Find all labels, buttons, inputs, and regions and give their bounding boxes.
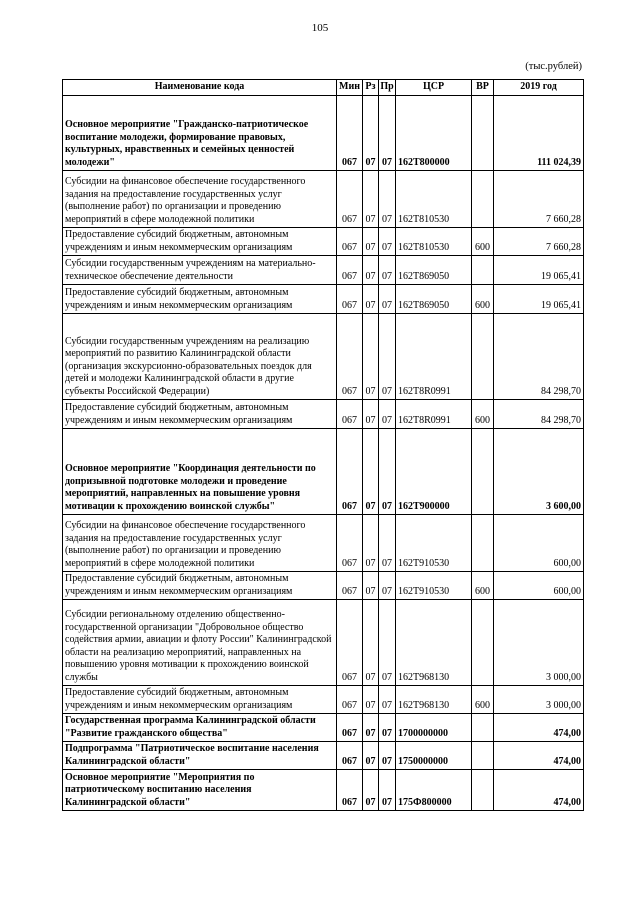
row-pr: 07 <box>379 572 396 600</box>
row-vr <box>472 429 494 515</box>
row-pr: 07 <box>379 742 396 770</box>
row-pr: 07 <box>379 400 396 429</box>
row-sum: 111 024,39 <box>494 96 584 171</box>
header-year: 2019 год <box>494 80 584 96</box>
row-rz: 07 <box>363 742 379 770</box>
row-min: 067 <box>337 714 363 742</box>
table-row <box>63 96 584 171</box>
row-min: 067 <box>337 770 363 811</box>
row-csr: 175Ф800000 <box>396 770 472 811</box>
row-name: Основное мероприятие "Мероприятия по патриотическому воспитанию населения Калининградской области" <box>63 770 337 811</box>
row-min: 067 <box>337 429 363 515</box>
table-row <box>63 400 584 429</box>
row-csr: 162Т8R0991 <box>396 314 472 400</box>
row-pr: 07 <box>379 686 396 714</box>
row-vr <box>472 770 494 811</box>
table-row <box>63 686 584 714</box>
table-header-row <box>63 80 584 96</box>
row-sum: 474,00 <box>494 770 584 811</box>
row-sum: 474,00 <box>494 714 584 742</box>
table-row <box>63 714 584 742</box>
row-rz: 07 <box>363 171 379 228</box>
row-vr <box>472 714 494 742</box>
row-sum: 19 065,41 <box>494 285 584 314</box>
row-vr <box>472 96 494 171</box>
row-min: 067 <box>337 256 363 285</box>
row-pr: 07 <box>379 515 396 572</box>
row-rz: 07 <box>363 600 379 686</box>
row-csr: 162Т910530 <box>396 515 472 572</box>
header-rz: Рз <box>363 80 379 96</box>
row-csr: 1700000000 <box>396 714 472 742</box>
row-pr: 07 <box>379 429 396 515</box>
row-vr: 600 <box>472 285 494 314</box>
row-sum: 3 000,00 <box>494 686 584 714</box>
table-row <box>63 429 584 515</box>
row-name: Предоставление субсидий бюджетным, автономным учреждениям и иным некоммерческим организациям <box>63 285 337 314</box>
row-rz: 07 <box>363 714 379 742</box>
row-vr <box>472 600 494 686</box>
row-name: Субсидии государственным учреждениям на реализацию мероприятий по развитию Калининградской области (организация экскурсионно-образовательных поездок для детей и молодежи Калининградской области в другие субъекты Российской Федерации) <box>63 314 337 400</box>
row-vr <box>472 515 494 572</box>
header-name: Наименование кода <box>63 80 337 96</box>
row-rz: 07 <box>363 314 379 400</box>
row-sum: 474,00 <box>494 742 584 770</box>
row-csr: 162Т869050 <box>396 256 472 285</box>
row-csr: 162Т8R0991 <box>396 400 472 429</box>
row-csr: 162Т810530 <box>396 228 472 256</box>
row-sum: 84 298,70 <box>494 314 584 400</box>
row-vr <box>472 171 494 228</box>
row-sum: 84 298,70 <box>494 400 584 429</box>
header-vr: ВР <box>472 80 494 96</box>
row-name: Подпрограмма "Патриотическое воспитание населения Калининградской области" <box>63 742 337 770</box>
row-name: Основное мероприятие "Координация деятельности по допризывной подготовке молодежи и проведение мероприятий, направленных на повышение уровня мотивации к прохождению воинской службы" <box>63 429 337 515</box>
row-csr: 162Т800000 <box>396 96 472 171</box>
row-pr: 07 <box>379 96 396 171</box>
row-name: Предоставление субсидий бюджетным, автономным учреждениям и иным некоммерческим организациям <box>63 572 337 600</box>
row-csr: 162Т869050 <box>396 285 472 314</box>
row-name: Субсидии на финансовое обеспечение государственного задания на предоставление государственных услуг (выполнение работ) по организации и проведению мероприятий в сфере молодежной политики <box>63 171 337 228</box>
table-row <box>63 515 584 572</box>
row-rz: 07 <box>363 256 379 285</box>
table-row <box>63 314 584 400</box>
row-name: Субсидии государственным учреждениям на материально-техническое обеспечение деятельности <box>63 256 337 285</box>
header-min: Мин <box>337 80 363 96</box>
table-row <box>63 285 584 314</box>
row-sum: 7 660,28 <box>494 228 584 256</box>
row-name: Предоставление субсидий бюджетным, автономным учреждениям и иным некоммерческим организациям <box>63 228 337 256</box>
row-pr: 07 <box>379 256 396 285</box>
row-sum: 600,00 <box>494 572 584 600</box>
row-vr <box>472 742 494 770</box>
row-sum: 3 600,00 <box>494 429 584 515</box>
row-csr: 162Т968130 <box>396 600 472 686</box>
row-vr <box>472 256 494 285</box>
row-csr: 1750000000 <box>396 742 472 770</box>
row-pr: 07 <box>379 228 396 256</box>
row-min: 067 <box>337 228 363 256</box>
page-number: 105 <box>311 22 329 34</box>
row-vr: 600 <box>472 228 494 256</box>
table-row <box>63 770 584 811</box>
row-rz: 07 <box>363 686 379 714</box>
row-pr: 07 <box>379 285 396 314</box>
units-label: (тыс.рублей) <box>525 61 582 72</box>
row-csr: 162Т910530 <box>396 572 472 600</box>
row-sum: 600,00 <box>494 515 584 572</box>
row-min: 067 <box>337 600 363 686</box>
row-vr <box>472 314 494 400</box>
row-rz: 07 <box>363 228 379 256</box>
row-rz: 07 <box>363 515 379 572</box>
row-min: 067 <box>337 400 363 429</box>
table-row <box>63 742 584 770</box>
row-pr: 07 <box>379 314 396 400</box>
table-row <box>63 256 584 285</box>
row-min: 067 <box>337 285 363 314</box>
row-min: 067 <box>337 742 363 770</box>
row-rz: 07 <box>363 400 379 429</box>
table-row <box>63 171 584 228</box>
row-rz: 07 <box>363 285 379 314</box>
row-name: Государственная программа Калининградской области "Развитие гражданского общества" <box>63 714 337 742</box>
table-row <box>63 228 584 256</box>
row-csr: 162Т900000 <box>396 429 472 515</box>
row-pr: 07 <box>379 770 396 811</box>
row-min: 067 <box>337 515 363 572</box>
row-vr: 600 <box>472 400 494 429</box>
row-min: 067 <box>337 572 363 600</box>
header-csr: ЦСР <box>396 80 472 96</box>
row-rz: 07 <box>363 572 379 600</box>
row-pr: 07 <box>379 600 396 686</box>
row-sum: 7 660,28 <box>494 171 584 228</box>
row-min: 067 <box>337 171 363 228</box>
table-row <box>63 572 584 600</box>
row-min: 067 <box>337 314 363 400</box>
row-sum: 3 000,00 <box>494 600 584 686</box>
row-pr: 07 <box>379 171 396 228</box>
row-name: Субсидии региональному отделению общественно-государственной организации "Добровольное общество содействия армии, авиации и флоту России" Калининградской области на реализацию мероприятий, направленных на повышению уровня мотивации к прохождению воинской службы <box>63 600 337 686</box>
row-csr: 162Т968130 <box>396 686 472 714</box>
row-rz: 07 <box>363 429 379 515</box>
row-name: Субсидии на финансовое обеспечение государственного задания на предоставление государственных услуг (выполнение работ) по организации и проведению мероприятий в сфере молодежной политики <box>63 515 337 572</box>
header-pr: Пр <box>379 80 396 96</box>
table-row <box>63 600 584 686</box>
row-name: Основное мероприятие "Гражданско-патриотическое воспитание молодежи, формирование правовых, культурных, нравственных и семейных ценностей молодежи" <box>63 96 337 171</box>
row-rz: 07 <box>363 770 379 811</box>
row-pr: 07 <box>379 714 396 742</box>
row-name: Предоставление субсидий бюджетным, автономным учреждениям и иным некоммерческим организациям <box>63 686 337 714</box>
budget-table <box>62 79 584 811</box>
row-csr: 162Т810530 <box>396 171 472 228</box>
row-min: 067 <box>337 686 363 714</box>
row-min: 067 <box>337 96 363 171</box>
row-sum: 19 065,41 <box>494 256 584 285</box>
row-vr: 600 <box>472 686 494 714</box>
row-vr: 600 <box>472 572 494 600</box>
row-name: Предоставление субсидий бюджетным, автономным учреждениям и иным некоммерческим организациям <box>63 400 337 429</box>
row-rz: 07 <box>363 96 379 171</box>
